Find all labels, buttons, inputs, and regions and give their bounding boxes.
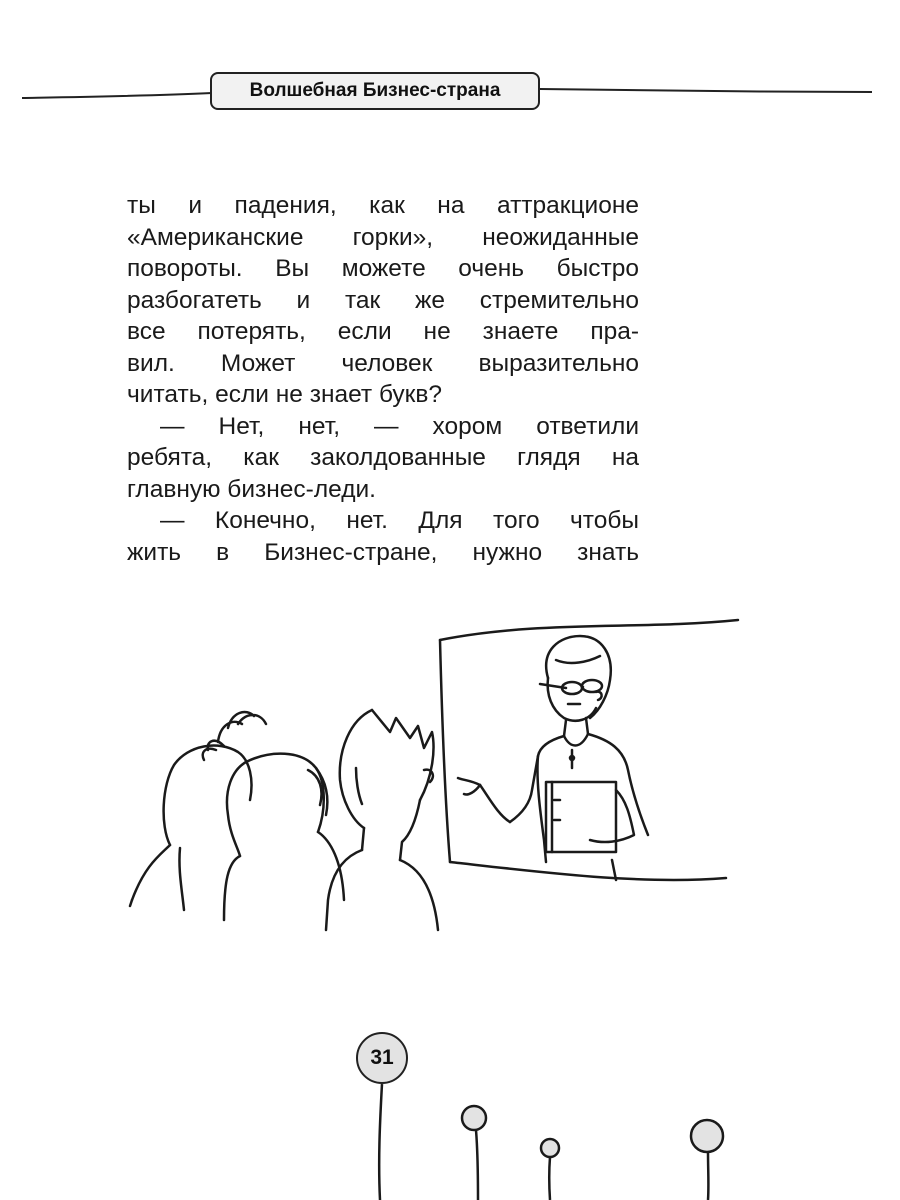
illustration [120,600,760,950]
text-line: ребята, как заколдованные глядя на [127,444,639,471]
business-lady-icon [458,636,648,880]
text-line: читать, если не знает букв? [127,381,443,408]
text-line: все потерять, если не знаете пра- [127,318,639,345]
body-text [127,190,639,568]
page-number: 31 [370,1046,394,1069]
text-line: разбогатеть и так же стремительно [127,286,639,314]
children-group-icon [130,710,438,930]
text-line: ты и падения, как на аттракционе [127,192,639,219]
header-rule [0,0,900,130]
page-number-badge [356,1032,408,1084]
running-header-title: Волшебная Бизнес-страна [249,80,501,101]
decorative-balloons-icon [0,1080,900,1200]
text-line: главную бизнес-леди. [127,475,376,503]
text-line: жить в Бизнес-стране, нужно знать [127,538,639,566]
text-line: — Конечно, нет. Для того чтобы [160,507,639,534]
text-line: «Американские горки», неожиданные [127,223,639,251]
running-header [210,72,540,110]
text-line: — Нет, нет, — хором ответили [160,412,639,440]
text-line: вил. Может человек выразительно [127,349,639,377]
text-line: повороты. Вы можете очень быстро [127,255,639,282]
